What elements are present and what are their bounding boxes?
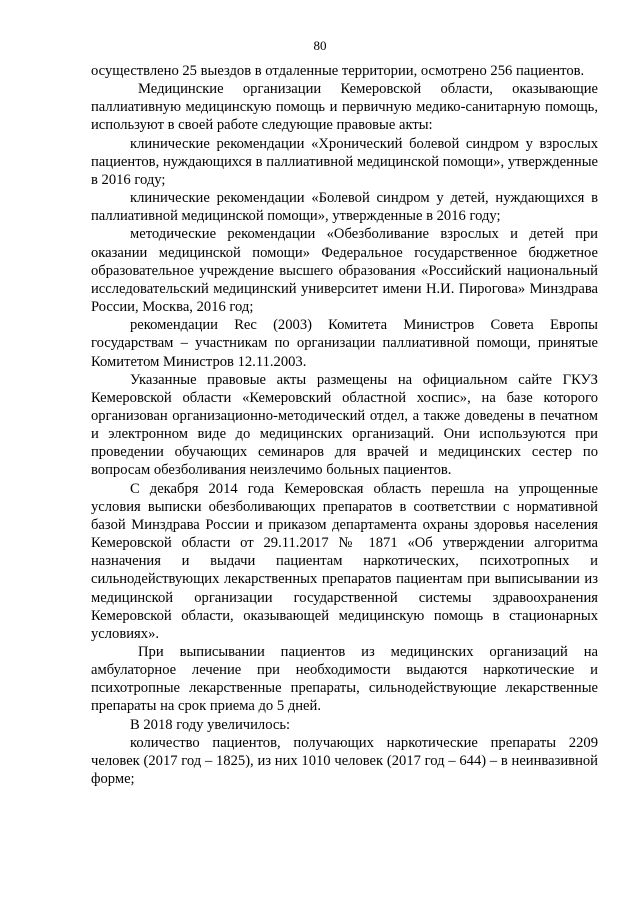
paragraph-5: методические рекомендации «Обезболивание взрослых и детей при оказании медицинской помощи» Федеральное государственное бюджетное образовательное учреждение высшего образования «Российский национальный исследовательский медицинский университет имени Н.И. Пирогова» Минздрава России, Москва, 2016 год; <box>91 226 598 316</box>
document-body <box>91 62 598 788</box>
paragraph-8: С декабря 2014 года Кемеровская область перешла на упрощенные условия выписки обезболивающих препаратов в соответствии с нормативной базой Минздрава России и приказом департамента охраны здоровья населения Кемеровской области от 29.11.2017 № 1871 «Об утверждении алгоритма назначения и выдачи пациентам наркотических, психотропных и сильнодействующих лекарственных препаратов пациентам при выписывании из медицинской организации государственной системы здравоохранения Кемеровской области, оказывающей медицинскую помощь в стационарных условиях». <box>91 480 598 642</box>
paragraph-4: клинические рекомендации «Болевой синдром у детей, нуждающихся в паллиативной медицинской помощи», утвержденные в 2016 году; <box>91 190 598 225</box>
paragraph-6: рекомендации Rec (2003) Комитета Министров Совета Европы государствам – участникам по организации паллиативной помощи, принятые Комитетом Министров 12.11.2003. <box>91 317 598 370</box>
paragraph-11: количество пациентов, получающих наркотические препараты 2209 человек (2017 год – 1825), из них 1010 человек (2017 год – 644) – в неинвазивной форме; <box>91 734 598 788</box>
paragraph-10: В 2018 году увеличилось: <box>130 716 291 733</box>
paragraph-7: Указанные правовые акты размещены на официальном сайте ГКУЗ Кемеровской области «Кемеровский областной хоспис», на базе которого организован организационно-методический отдел, а также доведены в печатном и электронном виде до медицинских организаций. Они используются при проведении обучающих семинаров для врачей и медицинских сестер по вопросам обезболивания неизлечимо больных пациентов. <box>91 371 598 479</box>
page-number: 80 <box>313 38 327 53</box>
paragraph-1: осуществлено 25 выездов в отдаленные территории, осмотрено 256 пациентов. <box>91 63 585 79</box>
paragraph-2: Медицинские организации Кемеровской области, оказывающие паллиативную медицинскую помощь и первичную медико-санитарную помощь, используют в своей работе следующие правовые акты: <box>91 81 598 134</box>
paragraph-9: При выписывании пациентов из медицинских организаций на амбулаторное лечение при необходимости выдаются наркотические и психотропные лекарственные препараты, сильнодействующие лекарственные препараты на срок приема до 5 дней. <box>91 644 598 715</box>
paragraph-3: клинические рекомендации «Хронический болевой синдром у взрослых пациентов, нуждающихся в паллиативной медицинской помощи», утвержденные в 2016 году; <box>91 135 598 188</box>
